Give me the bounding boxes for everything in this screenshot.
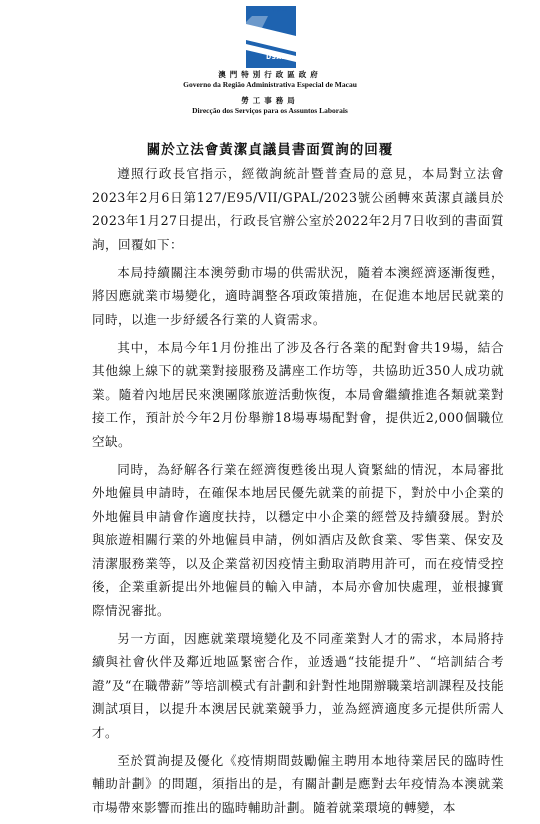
gov-name-cn: 澳門特別行政區政府	[218, 70, 322, 79]
document-body	[92, 162, 504, 824]
paragraph: 本局持續關注本澳勞動市場的供需狀況，隨着本澳經濟逐漸復甦，將因應就業市場變化，適時調整各項政策措施，在促進本地居民就業的同時，以進一步紓緩各行業的人資需求。	[92, 264, 504, 327]
paragraph: 其中，本局今年1月份推出了涉及各行各業的配對會共19場，結合其他線上線下的就業對接服務及講座工作坊等，共協助近350人成功就業。隨着內地居民來澳團隊旅遊活動恢復，本局會繼續推進各類就業對接工作，預計於今年2月份舉辦18場專場配對會，提供近2,000個職位空缺。	[92, 339, 504, 449]
letterhead	[0, 70, 540, 116]
paragraph: 遵照行政長官指示，經徵詢統計暨普查局的意見，本局對立法會2023年2月6日第127/E95/VII/GPAL/2023號公函轉來黃潔貞議員於2023年1月27日提出，行政長官辦公室於2022年2月7日收到的書面質詢，回覆如下：	[92, 166, 504, 252]
paragraph: 同時，為紓解各行業在經濟復甦後出現人資緊絀的情況，本局審批外地僱員申請時，在確保本地居民優先就業的前提下，對於中小企業的外地僱員申請會作適度扶持，以穩定中小企業的經營及持續發展。對於與旅遊相關行業的外地僱員申請，例如酒店及飲食業、零售業、保安及清潔服務業等，以及企業當初因疫情主動取消聘用許可，而在疫情受控後，企業重新提出外地僱員的輸入申請，本局亦會加快處理，並根據實際情況審批。	[92, 461, 504, 618]
document-title: 關於立法會黃潔貞議員書面質詢的回覆	[146, 142, 394, 158]
paragraph: 另一方面，因應就業環境變化及不同產業對人才的需求，本局將持續與社會伙伴及鄰近地區緊密合作，並透過“技能提升”、“培訓結合考證”及“在職帶薪”等培訓模式有計劃和針對性地開辦職業培訓課程及技能測試項目，以提升本澳居民就業競爭力，並為經濟適度多元提供所需人才。	[92, 630, 504, 740]
dept-name-pt: Direcção dos Serviços para os Assuntos Laborais	[192, 106, 348, 115]
logo-caption: 勞工事務局	[260, 7, 288, 13]
gov-name-pt: Governo da Região Administrativa Especial de Macau	[183, 80, 357, 89]
dept-name-cn: 勞工事務局	[241, 96, 299, 105]
paragraph: 至於質詢提及優化《疫情期間鼓勵僱主聘用本地待業居民的臨時性輔助計劃》的問題，須指出的是，有關計劃是應對去年疫情為本澳就業市場帶來影響而推出的臨時輔助計劃。隨着就業環境的轉變，本	[92, 752, 504, 815]
logo-abbr: DSAL	[266, 54, 286, 61]
